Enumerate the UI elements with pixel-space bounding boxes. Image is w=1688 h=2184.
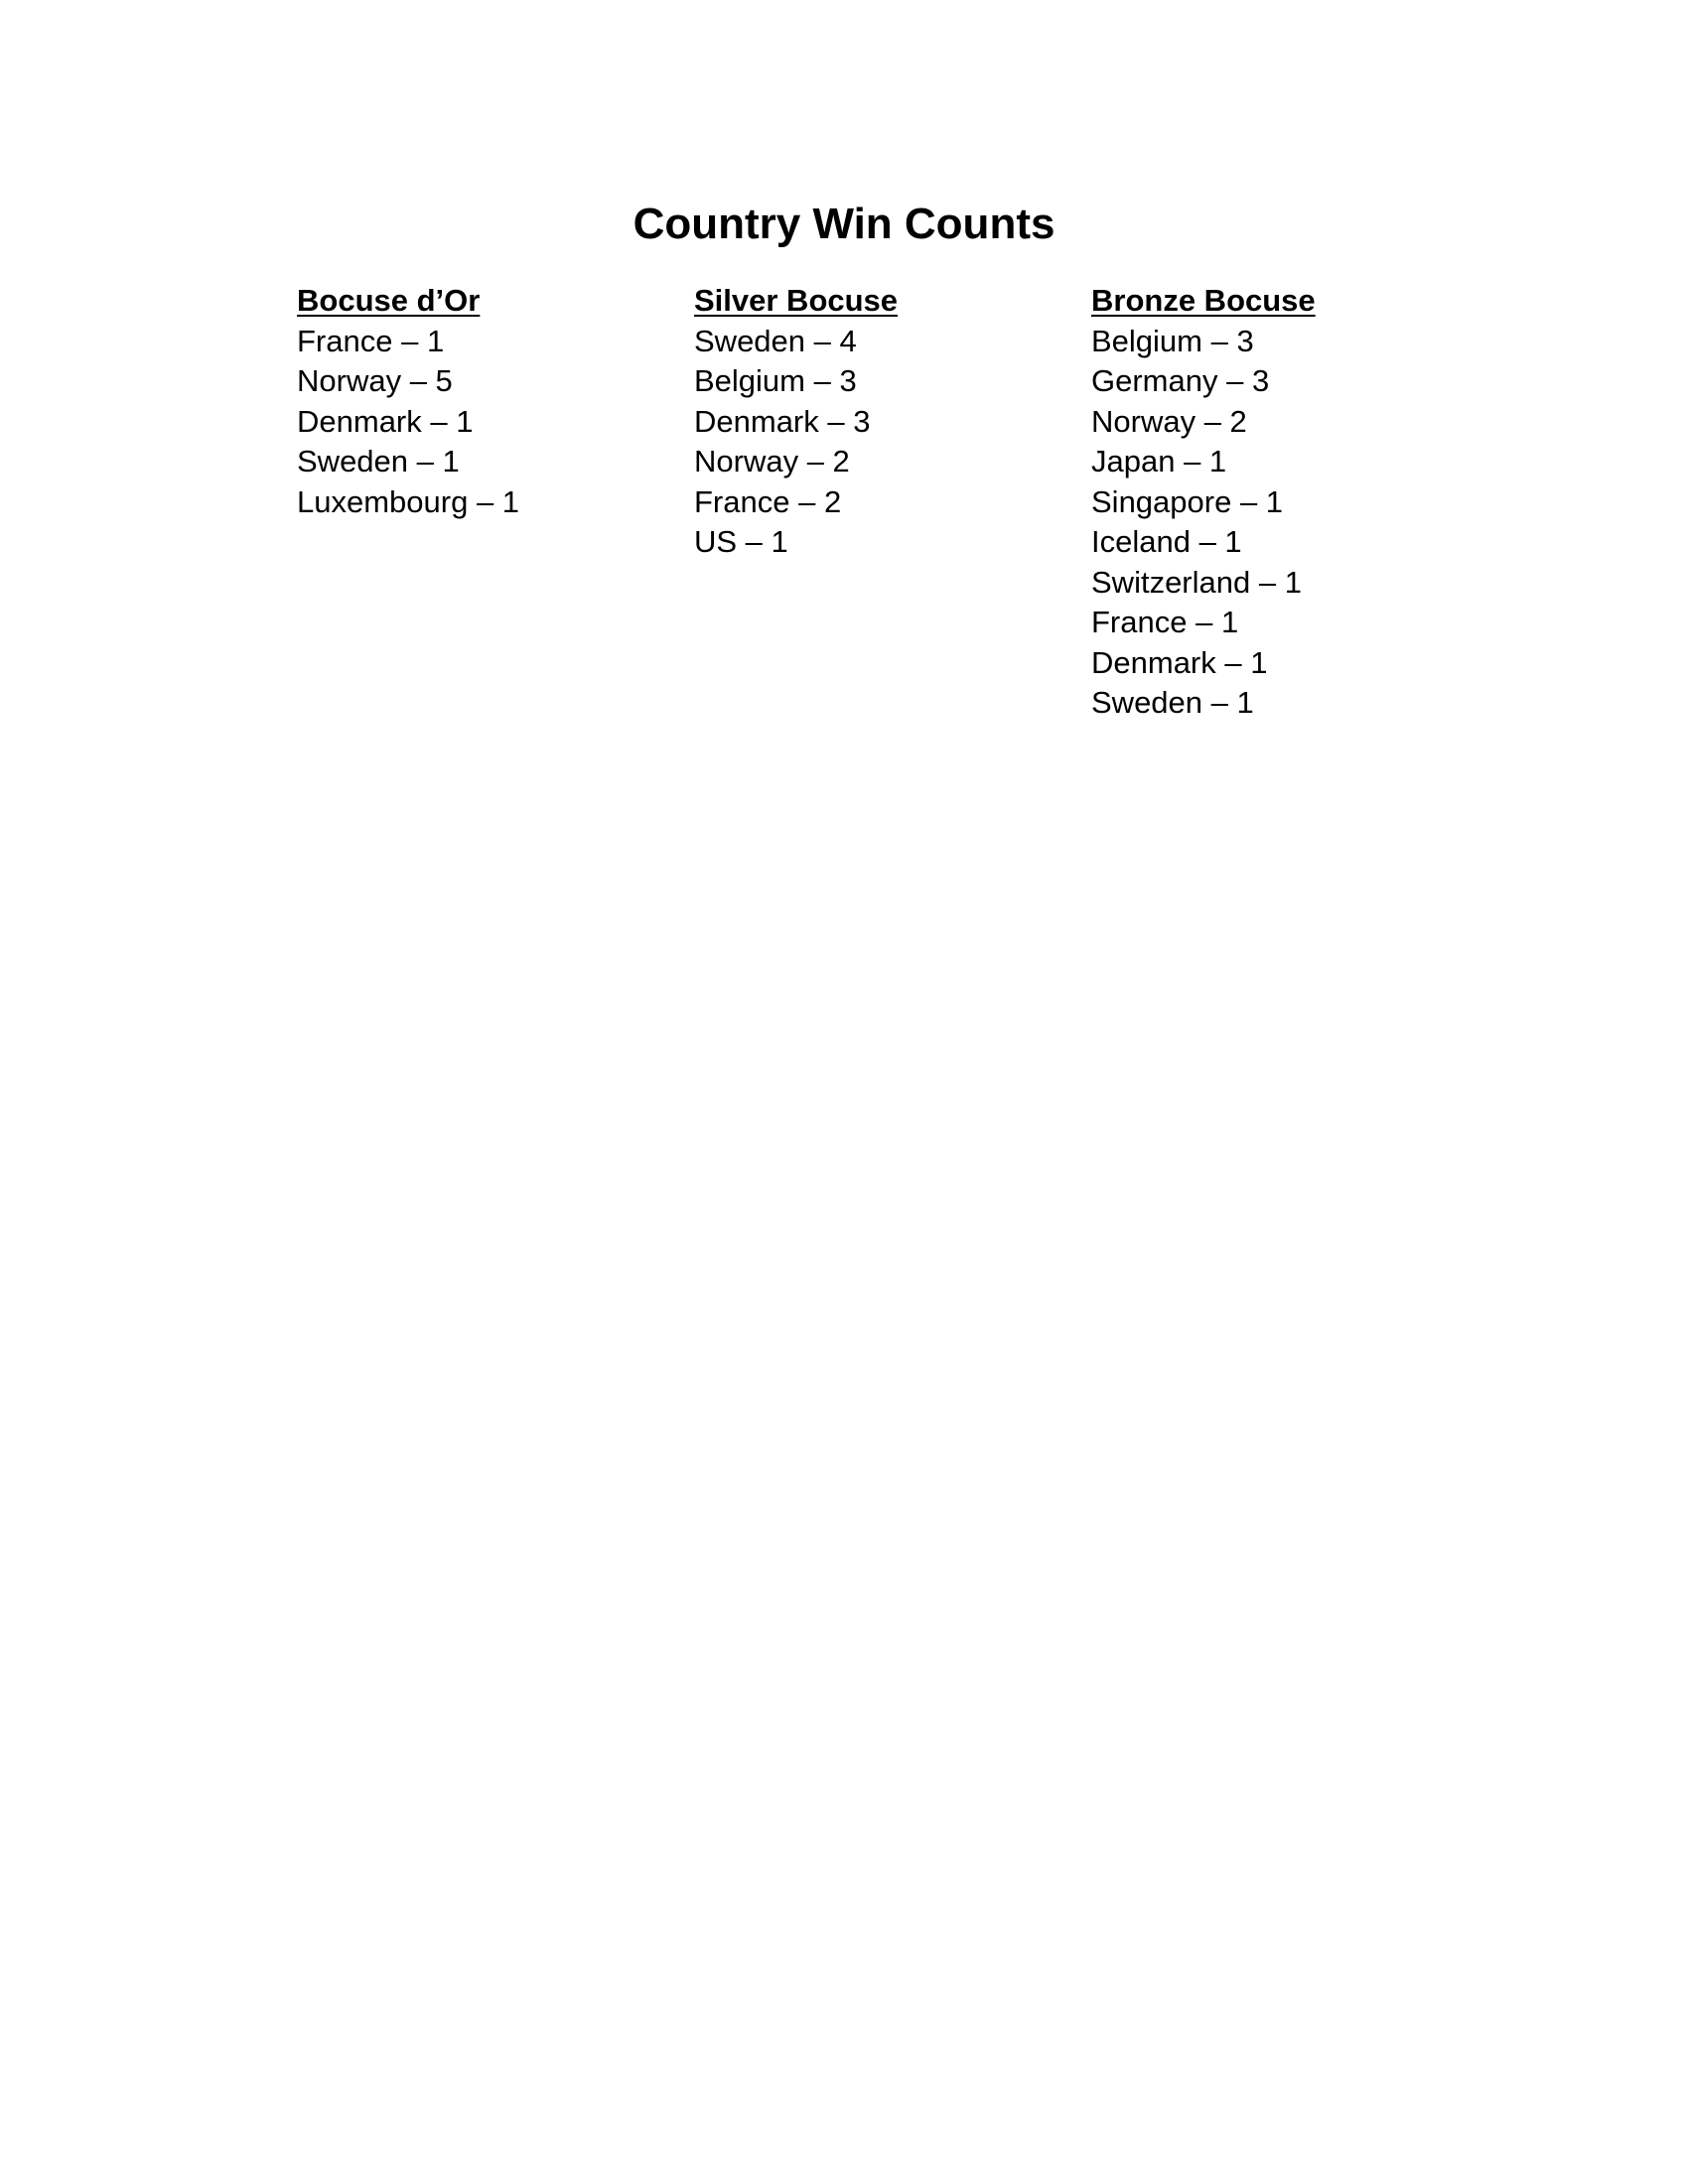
- list-item: Luxembourg – 1: [297, 483, 520, 519]
- list-item: Iceland – 1: [1091, 524, 1242, 559]
- list-item: Norway – 5: [297, 363, 453, 398]
- list-item: Norway – 2: [1091, 403, 1247, 439]
- column-bronze-bocuse: [1091, 281, 1469, 724]
- list-item: Switzerland – 1: [1091, 564, 1302, 600]
- list-item: France – 1: [1091, 605, 1239, 639]
- list-item: Denmark – 1: [297, 403, 474, 439]
- list-item: Norway – 2: [694, 444, 850, 478]
- list-item: France – 2: [694, 483, 842, 519]
- list-item: Denmark – 3: [694, 403, 871, 439]
- list-item: Sweden – 4: [694, 323, 857, 358]
- entry-list: [694, 322, 1071, 563]
- list-item: US – 1: [694, 524, 788, 559]
- page-title: Country Win Counts: [633, 200, 1055, 248]
- list-item: Germany – 3: [1091, 363, 1270, 398]
- column-heading: Bronze Bocuse: [1091, 283, 1316, 318]
- list-item: France – 1: [297, 323, 445, 358]
- list-item: Sweden – 1: [1091, 685, 1254, 720]
- column-bocuse-dor: [297, 281, 674, 522]
- list-item: Singapore – 1: [1091, 483, 1284, 519]
- entry-list: [297, 322, 674, 523]
- column-heading: Silver Bocuse: [694, 283, 899, 318]
- list-item: Denmark – 1: [1091, 644, 1268, 680]
- list-item: Belgium – 3: [1091, 323, 1254, 358]
- column-silver-bocuse: [694, 281, 1071, 563]
- list-item: Sweden – 1: [297, 444, 460, 478]
- list-item: Belgium – 3: [694, 363, 857, 398]
- column-heading: Bocuse d’Or: [297, 283, 481, 318]
- entry-list: [1091, 322, 1469, 724]
- list-item: Japan – 1: [1091, 444, 1227, 478]
